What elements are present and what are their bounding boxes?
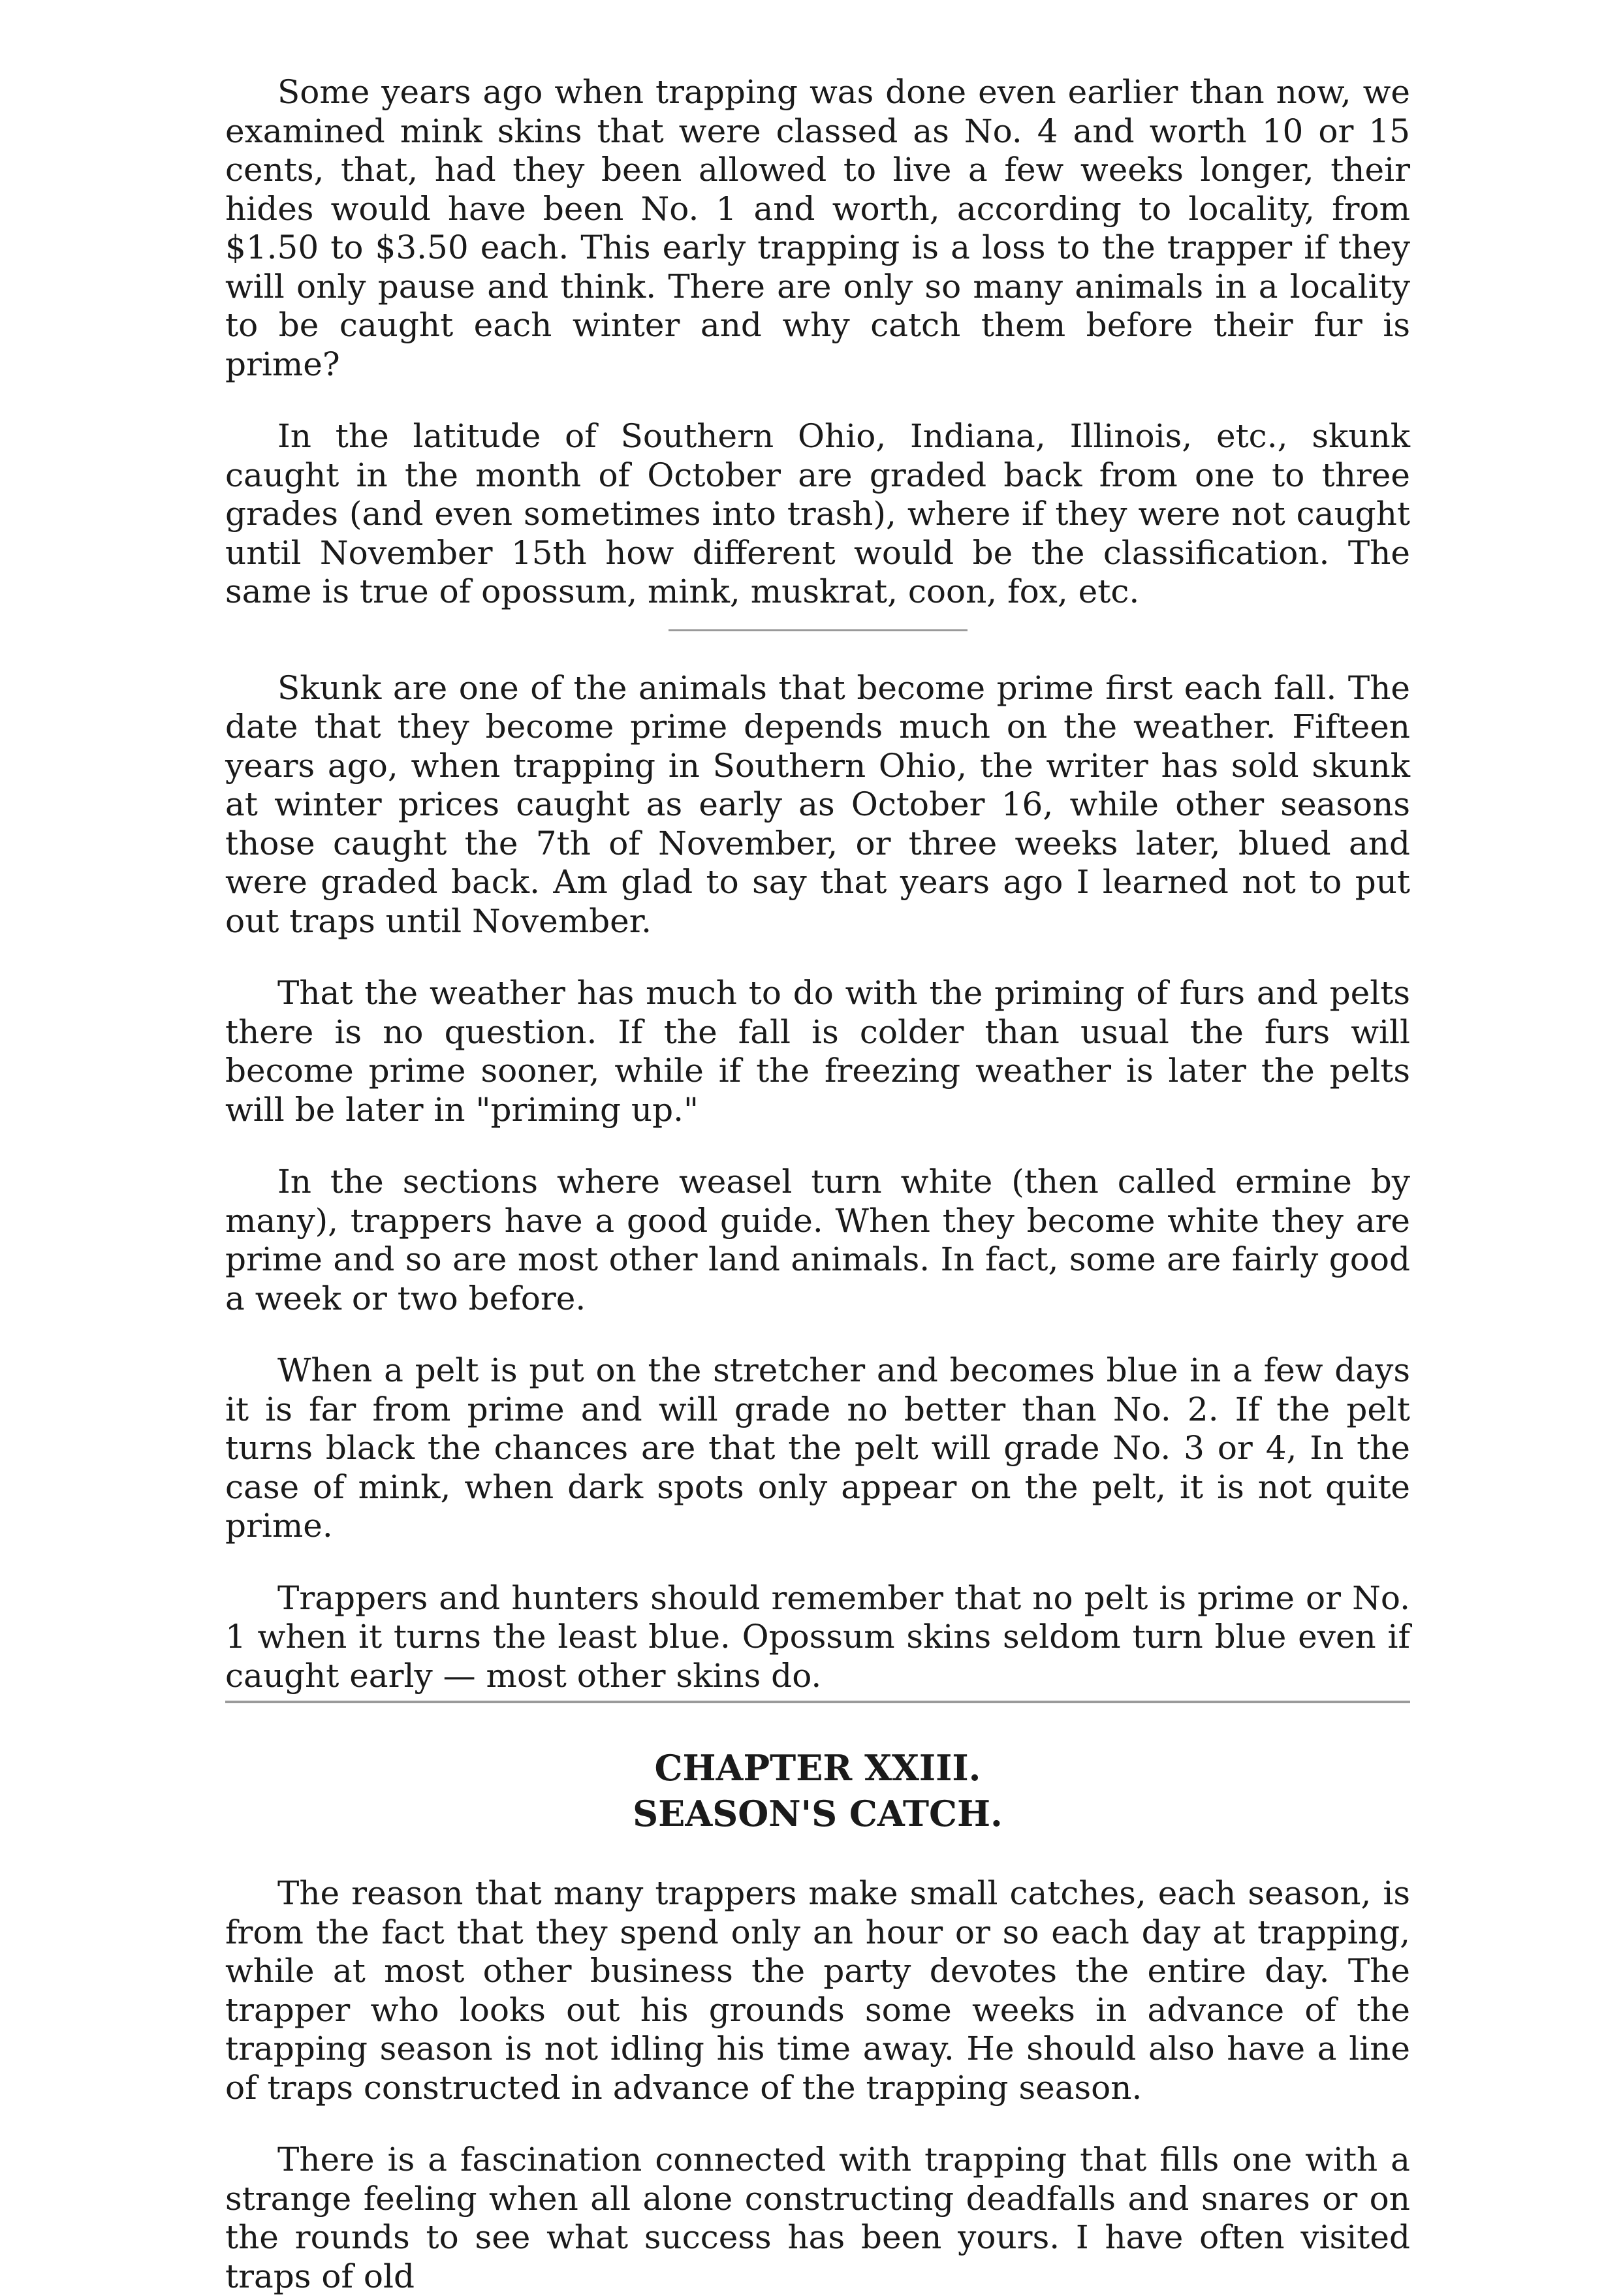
- chapter-number: CHAPTER XXIII.: [654, 1747, 981, 1789]
- document-page: [225, 73, 1410, 2296]
- chapter-divider: [225, 1701, 1410, 1703]
- chapter-heading: [225, 1745, 1410, 1836]
- paragraph: The reason that many trappers make small catches, each season, is from the fact that they spend only an hour or so each day at trapping, while at most other business the party devotes the entire day. The trapper who looks out his grounds some weeks in advance of the trapping season is not idling his time away. He should also have a line of traps constructed in advance of the trapping season.: [225, 1874, 1410, 2107]
- paragraph: Trappers and hunters should remember that no pelt is prime or No. 1 when it turns the least blue. Opossum skins seldom turn blue even if caught early — most other skins do.: [225, 1579, 1410, 1695]
- paragraph: When a pelt is put on the stretcher and becomes blue in a few days it is far from prime and will grade no better than No. 2. If the pelt turns black the chances are that the pelt will grade No. 3 or 4, In the case of mink, when dark spots only appear on the pelt, it is not quite prime.: [225, 1351, 1410, 1545]
- paragraph: There is a fascination connected with trapping that fills one with a strange feeling when all alone constructing deadfalls and snares or on the rounds to see what success has been yours. I have often visited traps of old: [225, 2141, 1410, 2295]
- paragraph: In the sections where weasel turn white (then called ermine by many), trappers have a good guide. When they become white they are prime and so are most other land animals. In fact, some are fairly good a week or two before.: [225, 1163, 1410, 1317]
- paragraph: Skunk are one of the animals that become prime first each fall. The date that they become prime depends much on the weather. Fifteen years ago, when trapping in Southern Ohio, the writer has sold skunk at winter prices caught as early as October 16, while other seasons those caught the 7th of November, or three weeks later, blued and were graded back. Am glad to say that years ago I learned not to put out traps until November.: [225, 668, 1410, 940]
- paragraph: In the latitude of Southern Ohio, Indiana, Illinois, etc., skunk caught in the month of October are graded back from one to three grades (and even sometimes into trash), where if they were not caught until November 15th how different would be the classification. The same is true of opossum, mink, muskrat, coon, fox, etc.: [225, 417, 1410, 610]
- paragraph: That the weather has much to do with the priming of furs and pelts there is no question. If the fall is colder than usual the furs will become prime sooner, while if the freezing weather is later the pelts will be later in "priming up.": [225, 974, 1410, 1129]
- chapter-title: SEASON'S CATCH.: [633, 1793, 1003, 1834]
- paragraph: Some years ago when trapping was done even earlier than now, we examined mink skins that were classed as No. 4 and worth 10 or 15 cents, that, had they been allowed to live a few weeks longer, their hides would have been No. 1 and worth, according to locality, from $1.50 to $3.50 each. This early trapping is a loss to the trapper if they will only pause and think. There are only so many animals in a locality to be caught each winter and why catch them before their fur is prime?: [225, 73, 1410, 383]
- section-divider: [669, 629, 968, 631]
